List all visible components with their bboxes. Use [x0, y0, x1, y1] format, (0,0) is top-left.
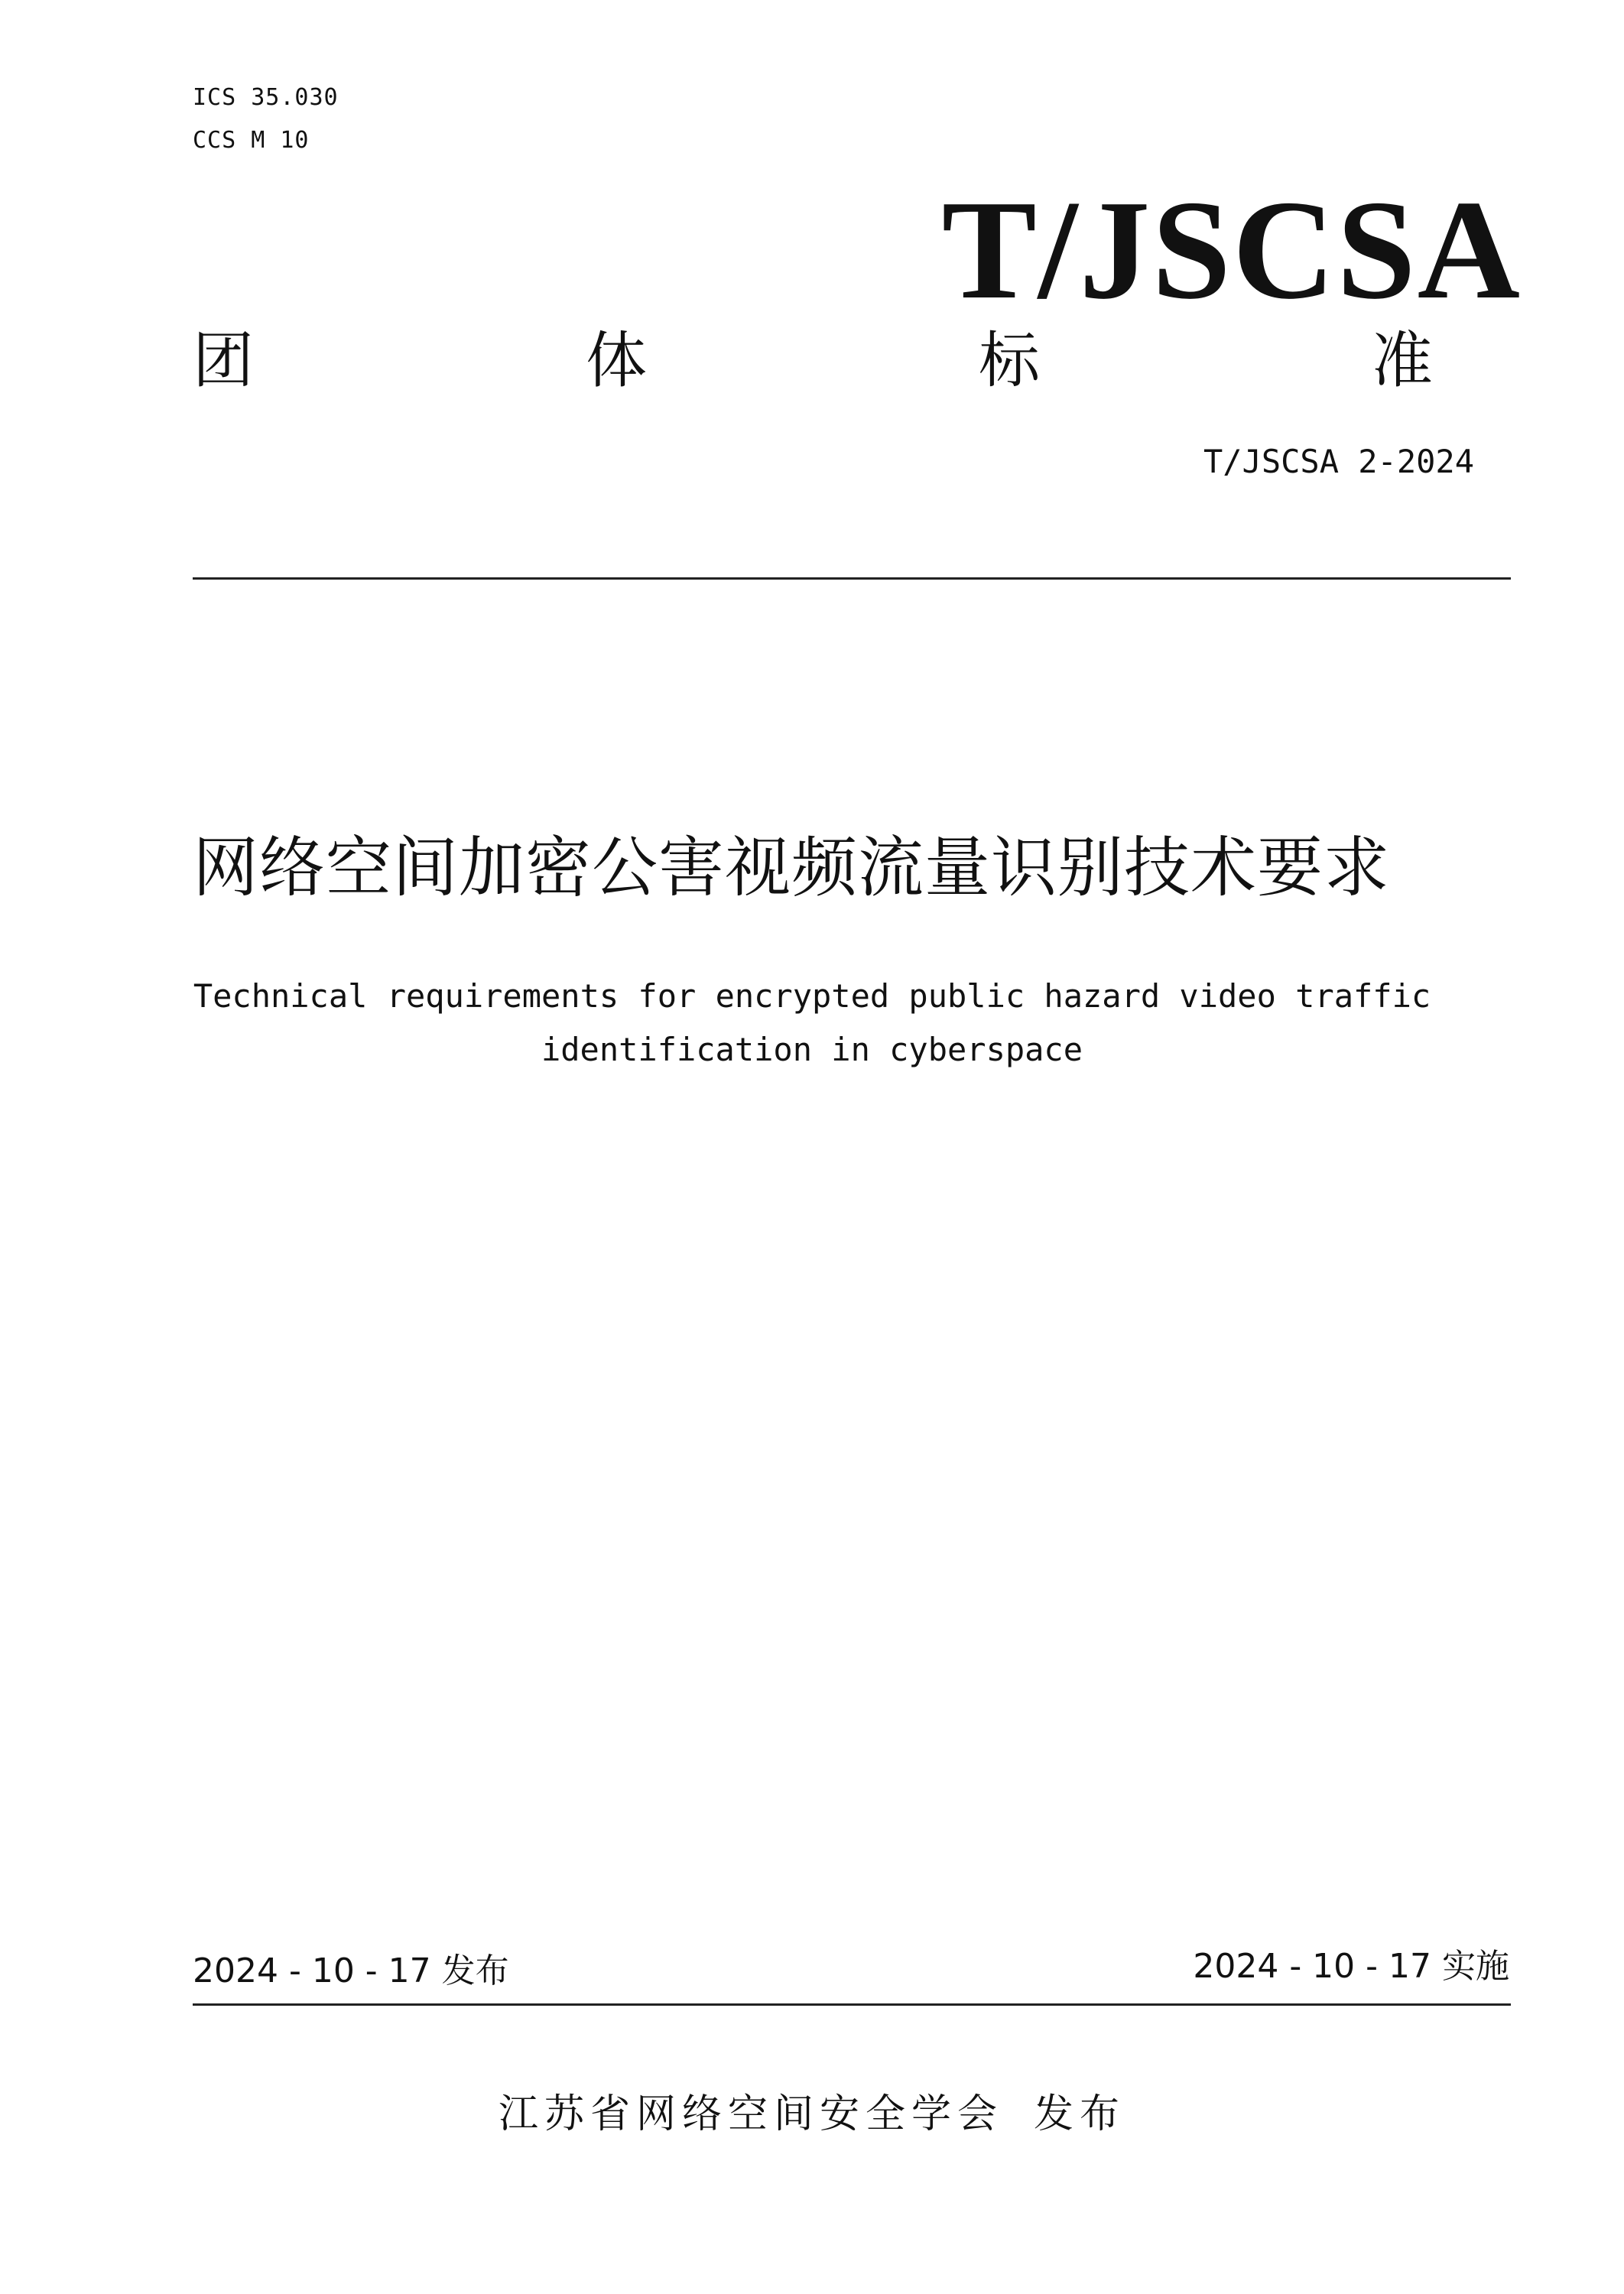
standard-logo: T/JSCSA — [941, 171, 1522, 329]
publisher-action: 发布 — [1034, 2091, 1126, 2137]
standard-type-char: 准 — [1372, 325, 1433, 396]
standard-number: T/JSCSA 2-2024 — [1203, 443, 1474, 480]
standard-type-char: 团 — [193, 325, 254, 396]
standard-type — [193, 323, 1433, 399]
ics-code: ICS 35.030 — [193, 84, 339, 111]
implement-date: 2024 - 10 - 17 实施 — [1193, 1947, 1509, 1986]
title-english-line2: identification in cyberspace — [541, 1031, 1083, 1068]
publish-date: 2024 - 10 - 17 发布 — [193, 1951, 509, 1990]
ccs-code: CCS M 10 — [193, 127, 310, 154]
standard-type-char: 标 — [979, 325, 1040, 396]
header-divider — [193, 577, 1511, 580]
publisher-organization: 江苏省网络空间安全学会 — [498, 2091, 1003, 2137]
standard-type-char: 体 — [586, 325, 647, 396]
title-chinese: 网络空间加密公害视频流量识别技术要求 — [193, 830, 1390, 906]
title-english-line1: Technical requirements for encrypted public hazard video traffic — [193, 977, 1431, 1015]
publisher — [0, 2088, 1624, 2141]
footer-divider — [193, 2003, 1511, 2006]
